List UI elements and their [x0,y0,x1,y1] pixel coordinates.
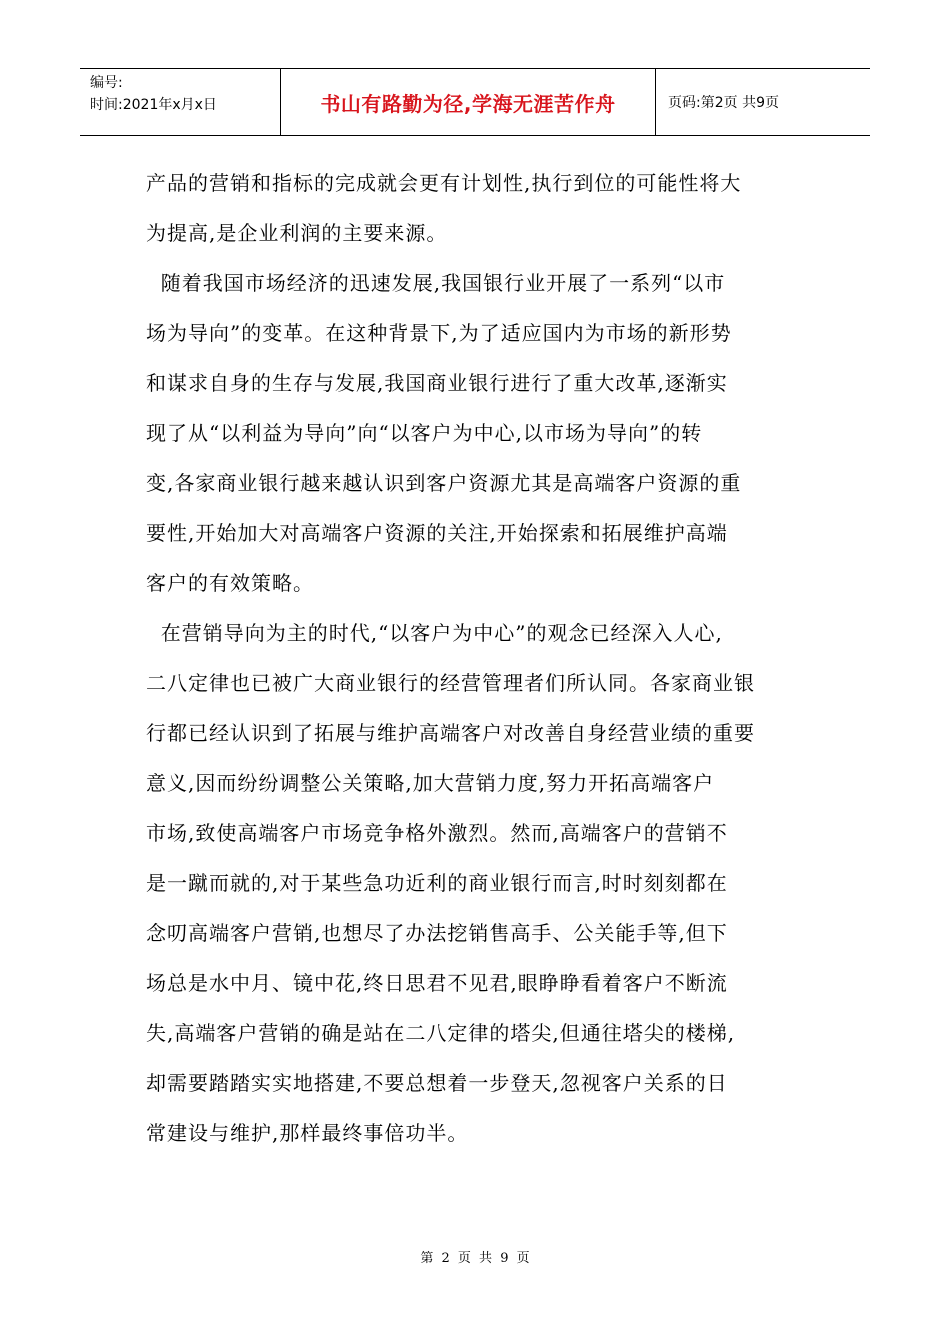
page-header [80,68,870,136]
body-line: 场总是水中月、镜中花,终日思君不见君,眼睁睁看着客户不断流 [146,971,728,995]
body-line: 行都已经认识到了拓展与维护高端客户对改善自身经营业绩的重要 [146,721,755,745]
body-line: 产品的营销和指标的完成就会更有计划性,执行到位的可能性将大 [146,171,742,195]
header-motto-cell [280,69,656,135]
document-body [146,158,806,1158]
body-line: 二八定律也已被广大商业银行的经营管理者们所认同。各家商业银 [146,671,755,695]
page-footer: 第 2 页 共 9 页 [420,1251,530,1266]
header-meta [80,69,280,135]
body-line: 念叨高端客户营销,也想尽了办法挖销售高手、公关能手等,但下 [146,921,728,945]
body-line: 意义,因而纷纷调整公关策略,加大营销力度,努力开拓高端客户 [146,771,715,795]
body-line: 要性,开始加大对高端客户资源的关注,开始探索和拓展维护高端 [146,521,728,545]
header-motto: 书山有路勤为径,学海无涯苦作舟 [320,91,616,116]
body-line: 变,各家商业银行越来越认识到客户资源尤其是高端客户资源的重 [146,471,742,495]
body-line: 在营销导向为主的时代,“以客户为中心”的观念已经深入人心, [146,621,723,645]
body-line: 随着我国市场经济的迅速发展,我国银行业开展了一系列“以市 [146,271,726,295]
body-line: 失,高端客户营销的确是站在二八定律的塔尖,但通往塔尖的楼梯, [146,1021,736,1045]
body-line: 是一蹴而就的,对于某些急功近利的商业银行而言,时时刻刻都在 [146,871,728,895]
body-line: 却需要踏踏实实地搭建,不要总想着一步登天,忽视客户关系的日 [146,1071,728,1095]
body-line: 为提高,是企业利润的主要来源。 [146,221,448,245]
header-page-code: 页码:第2页 共9页 [668,95,779,111]
body-line: 客户的有效策略。 [146,571,314,595]
document-number-label: 编号: [90,75,123,91]
body-line: 常建设与维护,那样最终事倍功半。 [146,1121,469,1145]
document-time-label: 时间:2021年x月x日 [90,97,217,113]
body-line: 市场,致使高端客户市场竞争格外激烈。然而,高端客户的营销不 [146,821,728,845]
body-line: 场为导向”的变革。在这种背景下,为了适应国内为市场的新形势 [146,321,732,345]
body-line: 和谋求自身的生存与发展,我国商业银行进行了重大改革,逐渐实 [146,371,728,395]
body-line: 现了从“以利益为导向”向“以客户为中心,以市场为导向”的转 [146,421,703,445]
